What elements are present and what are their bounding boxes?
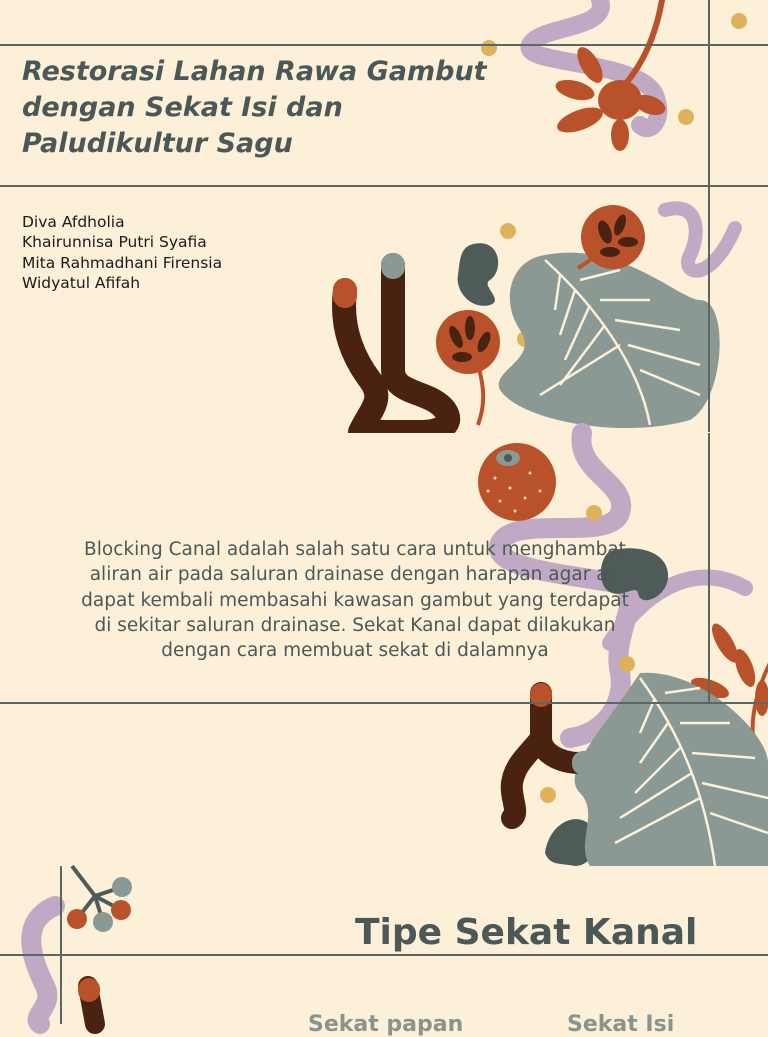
type-caption-sekat-isi: Sekat Isi xyxy=(567,1012,675,1037)
blocking-canal-description: Blocking Canal adalah salah satu cara untuk menghambat aliran air pada saluran drainase dengan harapan agar air dapat kembali membasahi kawasan gambut yang terdapat di sekitar saluran drainase. Sekat Kanal dapat dilakukan dengan cara membuat sekat di dalamnya xyxy=(81,539,629,662)
author-name: Mita Rahmadhani Firensia xyxy=(22,253,223,272)
author-list xyxy=(22,212,222,293)
squiggle-illustration xyxy=(31,906,55,1024)
rule-top xyxy=(0,44,768,46)
squiggle-illustration-right xyxy=(665,208,735,270)
leaf-illustration xyxy=(499,253,720,428)
slide-blocking-canal xyxy=(0,433,768,866)
bean-shape xyxy=(458,243,499,306)
author-name: Widyatul Afifah xyxy=(22,273,141,292)
presentation-title: Restorasi Lahan Rawa Gambut dengan Sekat Isi dan Paludikultur Sagu xyxy=(22,56,487,159)
author-name: Khairunnisa Putri Syafia xyxy=(22,233,207,252)
rule-vertical xyxy=(60,866,62,1024)
coral-branch-illustration xyxy=(333,253,448,432)
orange-fruit-illustration xyxy=(478,443,556,521)
rule-middle xyxy=(0,702,768,704)
berry-cluster-illustration xyxy=(67,866,132,932)
slide-title xyxy=(0,0,768,432)
coral-branch-illustration xyxy=(78,978,100,1024)
type-caption-sekat-papan: Sekat papan xyxy=(308,1012,464,1037)
author-name: Diva Afdholia xyxy=(22,213,125,231)
rule-vertical xyxy=(708,433,710,702)
rule-middle xyxy=(0,185,768,187)
rule-vertical xyxy=(708,0,710,432)
rule-middle xyxy=(0,954,768,956)
berry-illustration xyxy=(578,205,645,269)
slide-tipe-sekat-kanal xyxy=(0,866,768,1037)
section-heading: Tipe Sekat Kanal xyxy=(355,912,698,953)
